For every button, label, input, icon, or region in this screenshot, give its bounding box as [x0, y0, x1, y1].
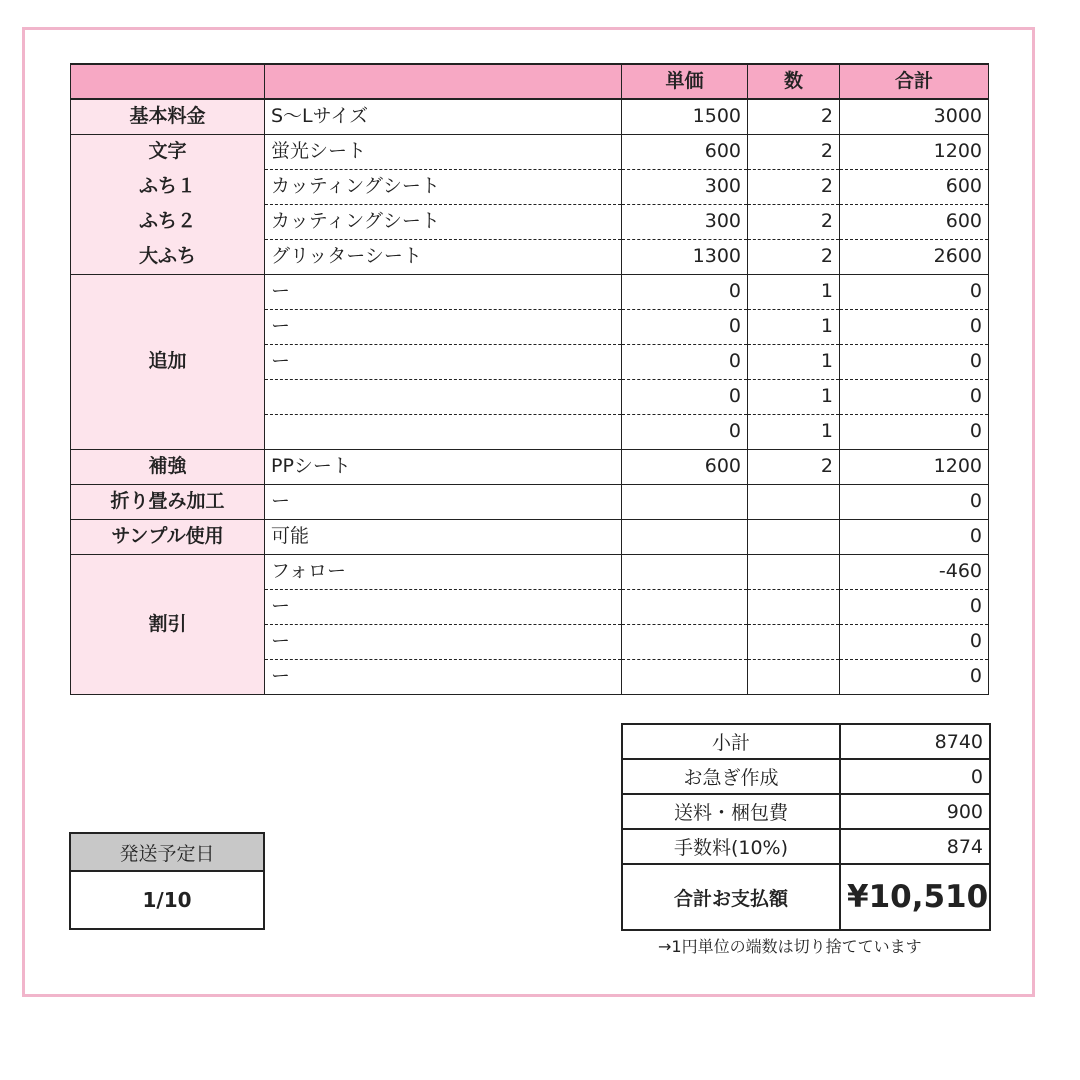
item-cell [265, 414, 622, 449]
summary-label: 手数料(10%) [622, 829, 840, 864]
category-cell: ふち１ [71, 169, 265, 204]
qty-cell [748, 484, 840, 519]
total-cell: 0 [840, 659, 989, 694]
qty-cell: 2 [748, 449, 840, 484]
rounding-note: →1円単位の端数は切り捨てています [658, 937, 922, 956]
grand-total-value: ¥10,510 [840, 864, 990, 930]
total-cell: 0 [840, 379, 989, 414]
item-cell: S〜Lサイズ [265, 99, 622, 134]
category-cell: 文字 [71, 134, 265, 169]
category-cell: サンプル使用 [71, 519, 265, 554]
qty-cell [748, 624, 840, 659]
qty-cell: 2 [748, 169, 840, 204]
category-cell: 大ふち [71, 239, 265, 274]
qty-cell: 1 [748, 414, 840, 449]
table-row [71, 99, 989, 134]
summary-row-shipping [622, 794, 990, 829]
price-cell: 0 [622, 274, 748, 309]
price-cell: 300 [622, 204, 748, 239]
total-cell: 1200 [840, 134, 989, 169]
table-row [71, 274, 989, 309]
table-row [71, 449, 989, 484]
summary-table [621, 723, 991, 931]
qty-cell: 1 [748, 379, 840, 414]
price-cell: 0 [622, 344, 748, 379]
qty-cell: 1 [748, 344, 840, 379]
price-cell [622, 589, 748, 624]
item-cell: 蛍光シート [265, 134, 622, 169]
price-cell: 0 [622, 379, 748, 414]
category-cell: 補強 [71, 449, 265, 484]
qty-cell [748, 519, 840, 554]
total-cell: 0 [840, 309, 989, 344]
item-cell: ー [265, 274, 622, 309]
shipping-date-value: 1/10 [70, 871, 264, 929]
item-cell: ー [265, 589, 622, 624]
summary-value: 900 [840, 794, 990, 829]
total-cell: 600 [840, 169, 989, 204]
total-cell: 0 [840, 519, 989, 554]
header-item [265, 64, 622, 99]
item-cell: グリッターシート [265, 239, 622, 274]
summary-value: 874 [840, 829, 990, 864]
qty-cell: 1 [748, 309, 840, 344]
table-row [71, 239, 989, 274]
header-category [71, 64, 265, 99]
total-cell: 0 [840, 414, 989, 449]
price-table [70, 63, 989, 695]
price-cell [622, 484, 748, 519]
total-cell: 0 [840, 624, 989, 659]
qty-cell [748, 659, 840, 694]
total-cell: 0 [840, 344, 989, 379]
summary-label: お急ぎ作成 [622, 759, 840, 794]
qty-cell: 1 [748, 274, 840, 309]
summary-label: 送料・梱包費 [622, 794, 840, 829]
summary-value: 8740 [840, 724, 990, 759]
item-cell: ー [265, 309, 622, 344]
total-cell: 600 [840, 204, 989, 239]
summary-row-subtotal [622, 724, 990, 759]
total-cell: 1200 [840, 449, 989, 484]
header-total: 合計 [840, 64, 989, 99]
table-row [71, 134, 989, 169]
category-cell: 割引 [71, 554, 265, 694]
total-cell: -460 [840, 554, 989, 589]
price-cell [622, 659, 748, 694]
item-cell [265, 379, 622, 414]
price-cell [622, 554, 748, 589]
price-cell: 300 [622, 169, 748, 204]
total-cell: 0 [840, 484, 989, 519]
total-cell: 3000 [840, 99, 989, 134]
summary-row-total [622, 864, 990, 930]
table-row [71, 554, 989, 589]
item-cell: ー [265, 659, 622, 694]
item-cell: ー [265, 344, 622, 379]
item-cell: フォロー [265, 554, 622, 589]
qty-cell [748, 589, 840, 624]
item-cell: ー [265, 624, 622, 659]
table-row [71, 484, 989, 519]
category-cell: 折り畳み加工 [71, 484, 265, 519]
price-cell: 600 [622, 134, 748, 169]
header-qty: 数 [748, 64, 840, 99]
summary-value: 0 [840, 759, 990, 794]
price-cell: 0 [622, 414, 748, 449]
table-row [71, 169, 989, 204]
summary-label: 小計 [622, 724, 840, 759]
category-cell: 追加 [71, 274, 265, 449]
header-unit-price: 単価 [622, 64, 748, 99]
grand-total-label: 合計お支払額 [622, 864, 840, 930]
price-cell: 600 [622, 449, 748, 484]
price-cell: 1300 [622, 239, 748, 274]
qty-cell: 2 [748, 134, 840, 169]
price-cell: 0 [622, 309, 748, 344]
category-cell: ふち２ [71, 204, 265, 239]
qty-cell: 2 [748, 239, 840, 274]
item-cell: ー [265, 484, 622, 519]
item-cell: PPシート [265, 449, 622, 484]
shipping-date-box [69, 832, 265, 930]
table-row [71, 204, 989, 239]
item-cell: カッティングシート [265, 169, 622, 204]
item-cell: 可能 [265, 519, 622, 554]
qty-cell: 2 [748, 204, 840, 239]
price-cell [622, 519, 748, 554]
price-cell: 1500 [622, 99, 748, 134]
shipping-date-label: 発送予定日 [70, 833, 264, 871]
total-cell: 2600 [840, 239, 989, 274]
category-cell: 基本料金 [71, 99, 265, 134]
qty-cell [748, 554, 840, 589]
summary-row-rush [622, 759, 990, 794]
qty-cell: 2 [748, 99, 840, 134]
table-header-row [71, 64, 989, 99]
total-cell: 0 [840, 589, 989, 624]
summary-row-fee [622, 829, 990, 864]
item-cell: カッティングシート [265, 204, 622, 239]
price-cell [622, 624, 748, 659]
table-row [71, 519, 989, 554]
total-cell: 0 [840, 274, 989, 309]
